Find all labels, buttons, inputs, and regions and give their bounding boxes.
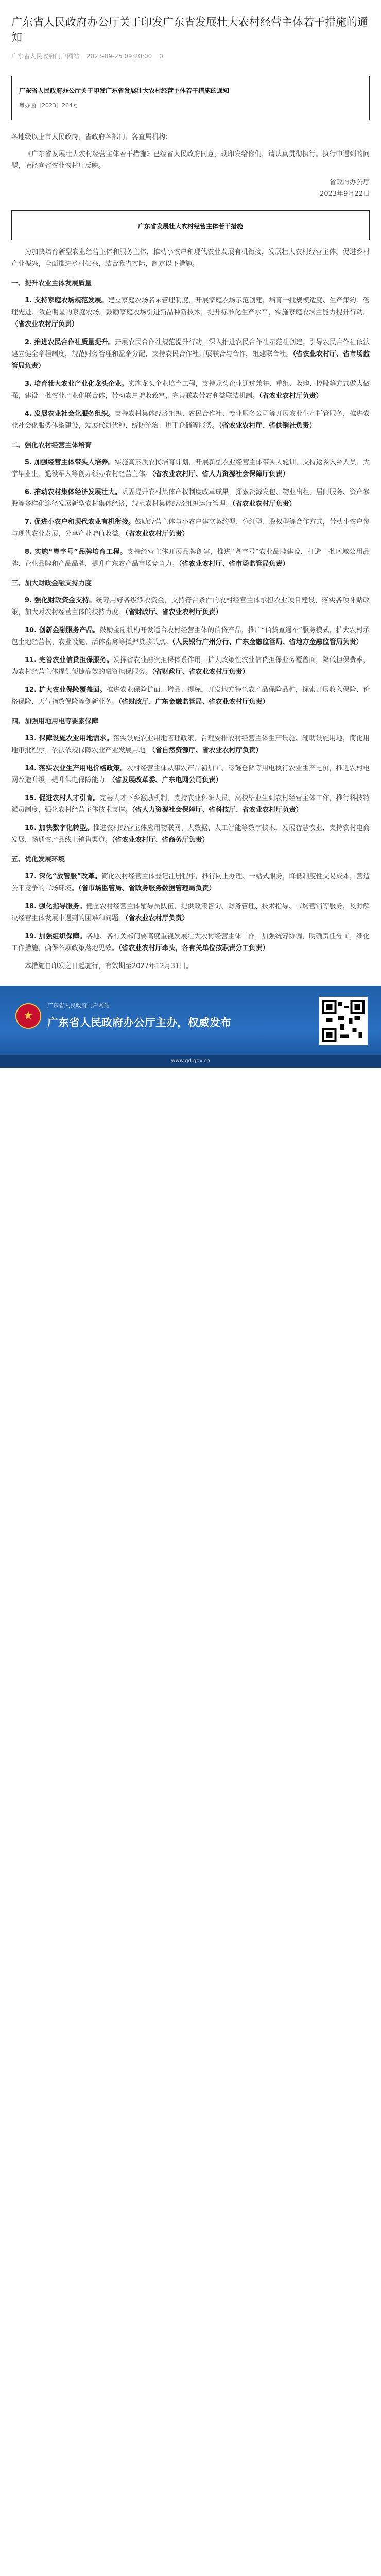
article-meta — [11, 52, 370, 60]
footer-url[interactable]: www.gd.gov.cn — [0, 1055, 381, 1068]
policy-item-title: 11. 完善农业信贷担保服务。 — [25, 656, 113, 664]
article-date: 2023-09-25 09:20:00 — [86, 53, 152, 60]
policy-item-responsible-unit: （省农业农村厅、省人力资源社会保障厅负责） — [152, 470, 289, 478]
policy-item-title: 19. 加强组织保障。 — [25, 933, 86, 940]
section-heading: 一、提升农业主体发展质量 — [11, 280, 92, 287]
policy-item-body: 农村经营主体从事农产品初加工、冷链仓储等用电执行农业生产电价，推进农村电网改造升级，提升供电保障能力。 — [11, 765, 370, 784]
policy-item-body: 鼓励经营主体与小农户建立契约型、分红型、股权型等合作方式，带动小农户参与现代农业发展，分享产业增值收益。 — [11, 518, 370, 538]
notice-title: 广东省人民政府办公厅关于印发广东省发展壮大农村经营主体若干措施的通知 — [19, 87, 230, 94]
policy-item-title: 18. 强化指导服务。 — [25, 903, 86, 910]
policy-item-body: 支持农村集体经济组织、农民合作社、专业服务公司等开展农业生产托管服务，推进农业社会化服务体系建设，发展代耕代种、统防统治、烘干仓储等服务。 — [11, 410, 370, 430]
policy-item — [11, 378, 370, 402]
policy-item-body: 开展农民合作社规范提升行动，深入推进农民合作社示范社创建，引导农民合作社依法建立健全章程制度，规范财务管理和盈余分配，支持农民合作社开展联合与合作，组建联合社。 — [11, 338, 370, 358]
policy-item-body: 鼓励金融机构开发适合农村经营主体的信贷产品，推广“信贷直通车”服务模式，扩大农村承包土地经营权、农业设施、活体畜禽等抵押贷款试点。 — [11, 626, 370, 646]
article-views: 0 — [159, 53, 163, 60]
policy-item-title: 2. 推进农民合作社质量提升。 — [25, 338, 115, 346]
policy-item-responsible-unit: （省农业农村厅负责） — [11, 320, 79, 328]
policy-item-responsible-unit: （省农业农村厅负责） — [232, 500, 296, 508]
policy-item — [11, 516, 370, 540]
policy-item — [11, 762, 370, 786]
doc-title-box — [11, 210, 370, 240]
policy-item-body: 建立家庭农场名录管理制度，开展家庭农场示范创建，培育一批规模适度、生产集约、管理先进、效益明显的家庭农场。鼓励家庭农场引进新品种新技术，提升标准化生产水平，实施家庭农场主能力提升行动。 — [11, 297, 370, 316]
policy-item-title: 4. 发展农业社会化服务组织。 — [25, 410, 115, 418]
policy-item-body: 支持经营主体开展品牌创建，推进“粤字号”农业品牌建设，打造一批区域公用品牌、企业品牌和产品品牌，提升广东农产品市场竞争力。 — [11, 548, 370, 568]
article-source[interactable]: 广东省人民政府门户网站 — [11, 53, 80, 60]
footer-slogan: 广东省人民政府办公厅主办，权威发布 — [47, 1016, 231, 1029]
policy-item-responsible-unit: （省财政厅、广东金融监管局、省农业农村厅负责） — [118, 698, 269, 706]
policy-item-title: 8. 实施“粤字号”品牌培育工程。 — [25, 548, 127, 556]
policy-item-body: 巩固提升农村集体产权制度改革成果，探索资源发包、物业出租、居间服务、资产参股等多样化途径发展新型农村集体经济，规范农村集体经济组织运行管理。 — [11, 488, 370, 508]
policy-item — [11, 684, 370, 708]
policy-item — [11, 901, 370, 924]
policy-item-title: 3. 培育壮大农业产业化龙头企业。 — [25, 380, 128, 388]
policy-item-title: 1. 支持家庭农场规范发展。 — [25, 297, 108, 304]
policy-item-responsible-unit: （省财政厅、省农业农村厅负责） — [125, 608, 222, 616]
salutation: 各地级以上市人民政府，省政府各部门、各直属机构： — [11, 133, 172, 141]
policy-item-title: 6. 推动农村集体经济发展壮大。 — [25, 488, 122, 496]
policy-item-responsible-unit: （人民银行广州分行、广东金融监管局、省地方金融监管局负责） — [172, 638, 363, 646]
qr-code-icon[interactable] — [319, 997, 368, 1045]
policy-item — [11, 822, 370, 846]
policy-item-title: 15. 促进农村人才引育。 — [25, 794, 100, 802]
policy-item-title: 13. 保障设施农业用地需求。 — [25, 735, 113, 742]
policy-sections — [11, 278, 370, 954]
policy-item-body: 各地、各有关部门要高度重视发展壮大农村经营主体工作，加强统筹协调，明确责任分工，细化工作措施，确保各项政策落地见效。 — [11, 933, 370, 952]
notice-number: 粤办函〔2023〕264号 — [19, 102, 78, 109]
article-page — [0, 0, 381, 972]
policy-item-title: 16. 加快数字化转型。 — [25, 824, 93, 832]
policy-item — [11, 408, 370, 432]
doc-title: 广东省发展壮大农村经营主体若干措施 — [137, 223, 243, 230]
policy-item — [11, 486, 370, 510]
policy-item-title: 9. 强化财政资金支持。 — [25, 597, 96, 604]
policy-item-title: 17. 深化“放管服”改革。 — [25, 873, 101, 880]
signature-date: 2023年9月22日 — [320, 190, 370, 198]
policy-item-responsible-unit: （省人力资源社会保障厅、省科技厅、省农业农村厅负责） — [132, 806, 303, 814]
signature-org: 省政府办公厅 — [329, 179, 370, 187]
policy-item-responsible-unit: （省市场监管局、省政务服务数据管理局负责） — [78, 885, 216, 892]
policy-item-responsible-unit: （省农业农村厅、省供销社负责） — [219, 422, 316, 430]
policy-item-title: 14. 落实农业生产用电价格政策。 — [25, 765, 127, 772]
policy-item-body: 实施龙头企业培育工程，支持龙头企业通过兼并、重组、收购、控股等方式做大做强，建设一批农业产业化联合体，带动农户增收致富，完善联农带农利益联结机制。 — [11, 380, 370, 400]
policy-item-responsible-unit: （省农业农村厅负责） — [125, 530, 189, 538]
policy-item-responsible-unit: （省农业农村厅、省商务厅负责） — [112, 836, 209, 844]
policy-item — [11, 595, 370, 618]
policy-item — [11, 456, 370, 480]
policy-item-body: 推进农村经营主体应用物联网、大数据、人工智能等数字技术，发展智慧农业，支持农村电商发展，畅通农产品线上销售渠道。 — [11, 824, 370, 844]
policy-item-responsible-unit: （省农业农村厅负责） — [125, 914, 189, 922]
policy-item — [11, 295, 370, 330]
policy-item-title: 10. 创新金融服务产品。 — [25, 626, 100, 634]
policy-item-title: 5. 加强经营主体带头人培养。 — [25, 459, 115, 466]
policy-item-responsible-unit: （省农业农村厅负责） — [259, 392, 323, 400]
site-footer — [0, 986, 381, 1068]
policy-item — [11, 733, 370, 756]
closing-paragraph: 本措施自印发之日起施行，有效期至2027年12月31日。 — [25, 962, 193, 970]
policy-item — [11, 336, 370, 372]
policy-item-body: 完善人才下乡激励机制，支持农业科研人员、高校毕业生到农村经营主体工作，推行科技特派员制度，强化农村经营主体技术支撑。 — [11, 794, 370, 814]
policy-item-responsible-unit: （省财政厅、省农业农村厅负责） — [152, 668, 249, 676]
policy-item-responsible-unit: （省发展改革委、广东电网公司负责） — [112, 776, 222, 784]
policy-item-body: 简化农村经营主体登记注册程序，推行网上办理、一站式服务，降低制度性交易成本，营造公平竞争的市场环境。 — [11, 873, 370, 892]
section-heading: 二、强化农村经营主体培育 — [11, 442, 92, 449]
policy-item-body: 实施高素质农民培育计划，开展新型农业经营主体带头人轮训，支持返乡入乡人员、大学毕业生、退役军人等创办领办农村经营主体。 — [11, 459, 370, 478]
policy-item — [11, 871, 370, 894]
policy-item — [11, 792, 370, 816]
policy-item-responsible-unit: （省农业农村厅牵头，各有关单位按职责分工负责） — [118, 944, 269, 952]
footer-site-name: 广东省人民政府门户网站 — [47, 1002, 110, 1009]
national-emblem-icon — [15, 1003, 41, 1029]
preamble-paragraph: 为加快培育新型农业经营主体和服务主体，推动小农户和现代农业发展有机衔接，发展壮大农村经营主体，促进乡村产业振兴，全面推进乡村振兴，结合我省实际，制定以下措施。 — [11, 248, 370, 268]
policy-item-body: 发挥省农业融资担保体系作用，扩大政策性农业信贷担保业务覆盖面，降低担保费率，为农村经营主体提供便捷高效的融资担保服务。 — [11, 656, 370, 676]
policy-item — [11, 546, 370, 570]
policy-item — [11, 624, 370, 648]
policy-item-body: 健全农村经营主体辅导员队伍，提供政策咨询、财务管理、技术指导、市场营销等服务，及时解决经营主体发展中遇到的困难和问题。 — [11, 903, 370, 922]
section-heading: 四、加强用地用电等要素保障 — [11, 718, 99, 725]
policy-item-responsible-unit: （省自然资源厅、省农业农村厅负责） — [152, 747, 263, 754]
notice-header-box — [11, 76, 370, 120]
intro-paragraph: 《广东省发展壮大农村经营主体若干措施》已经省人民政府同意，现印发给你们，请认真贯彻执行。执行中遇到的问题，请径向省农业农村厅反映。 — [11, 150, 370, 170]
article-title: 广东省人民政府办公厅关于印发广东省发展壮大农村经营主体若干措施的通知 — [11, 16, 368, 44]
policy-item-responsible-unit: （省农业农村厅、省市场监管局负责） — [11, 350, 370, 370]
section-heading: 三、加大财政金融支持力度 — [11, 580, 92, 587]
policy-item-body: 落实设施农业用地管理政策，合理安排农村经营主体生产设施、辅助设施用地，简化用地审批程序，依法依规保障农业产业发展用地。 — [11, 735, 370, 754]
policy-item-responsible-unit: （省农业农村厅、省市场监管局负责） — [179, 560, 289, 568]
policy-item-body: 推进农业保险扩面、增品、提标，开发地方特色农产品保险品种，探索开展收入保险、价格保险、天气指数保险等创新业务。 — [11, 686, 370, 706]
policy-item — [11, 930, 370, 954]
policy-item — [11, 654, 370, 678]
policy-item-title: 12. 扩大农业保险覆盖面。 — [25, 686, 107, 694]
policy-item-body: 统筹用好各级涉农资金，支持符合条件的农村经营主体承担农业项目建设，落实各项补贴政策，加大对农村经营主体的扶持力度。 — [11, 597, 370, 616]
policy-item-title: 7. 促进小农户和现代农业有机衔接。 — [25, 518, 135, 526]
section-heading: 五、优化发展环境 — [11, 856, 65, 863]
